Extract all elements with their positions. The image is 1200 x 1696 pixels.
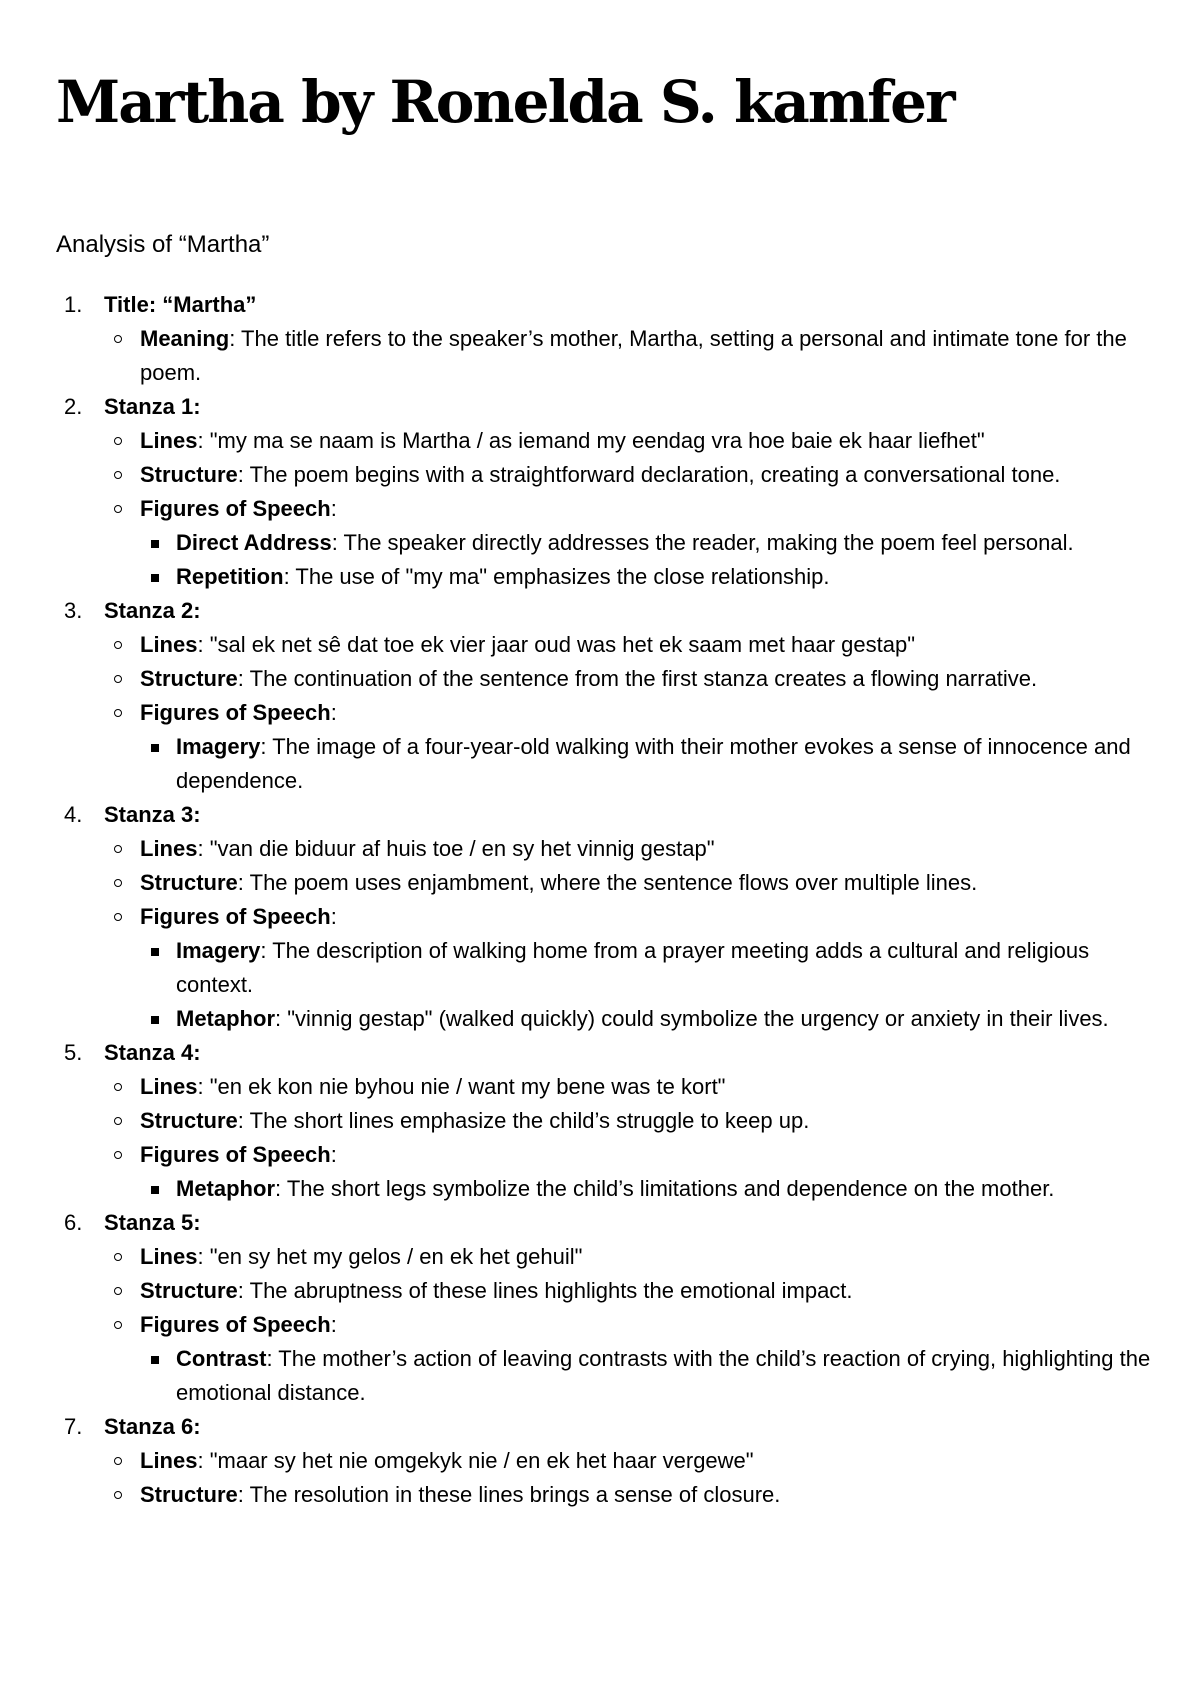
outline-item [104,866,1156,900]
item-label: Lines [140,428,198,453]
section-items [104,1444,1156,1512]
circle-bullet-icon [114,335,122,343]
item-label: Structure [140,462,238,487]
outline-section [56,288,1156,390]
item-text: : [330,1312,337,1337]
item-subitems [140,526,1156,594]
circle-bullet-icon [114,1491,122,1499]
subitem-text: : The description of walking home from a prayer meeting adds a cultural and religious context. [176,938,1090,997]
item-label: Structure [140,1278,238,1303]
item-label: Figures of Speech [140,904,331,929]
item-label: Structure [140,870,238,895]
outline-subitem [140,1002,1156,1036]
item-text: : The continuation of the sentence from the first stanza creates a flowing narrative. [237,666,1038,691]
document-subtitle: Analysis of “Martha” [56,231,270,258]
outline-section [56,1036,1156,1206]
item-text: : The short lines emphasize the child’s struggle to keep up. [237,1108,810,1133]
outline-item [104,458,1156,492]
subitem-label: Direct Address [176,530,332,555]
item-label: Figures of Speech [140,496,331,521]
outline-subitem [140,526,1156,560]
item-label: Figures of Speech [140,1312,331,1337]
circle-bullet-icon [114,1457,122,1465]
item-subitems [140,1342,1156,1410]
square-bullet-icon [151,744,159,752]
circle-bullet-icon [114,1151,122,1159]
outline-item [104,1308,1156,1410]
circle-bullet-icon [114,1083,122,1091]
section-items [104,424,1156,594]
section-number: 5. [64,1040,83,1065]
section-number: 1. [64,292,83,317]
item-label: Structure [140,666,238,691]
item-text: : [330,496,337,521]
outline-item [104,662,1156,696]
section-heading: Stanza 2: [104,598,201,623]
item-label: Lines [140,1244,198,1269]
subitem-text: : The speaker directly addresses the reader, making the poem feel personal. [331,530,1074,555]
item-subitems [140,730,1156,798]
square-bullet-icon [151,540,159,548]
item-label: Meaning [140,326,230,351]
outline-item [104,628,1156,662]
subitem-label: Metaphor [176,1176,275,1201]
outline-section [56,390,1156,594]
circle-bullet-icon [114,879,122,887]
subitem-text: : The use of "my ma" emphasizes the close relationship. [283,564,830,589]
subitem-label: Metaphor [176,1006,275,1031]
section-heading: Stanza 5: [104,1210,201,1235]
circle-bullet-icon [114,471,122,479]
outline-subitem [140,1342,1156,1410]
item-text: : [330,1142,337,1167]
subitem-text: : The short legs symbolize the child’s limitations and dependence on the mother. [275,1176,1055,1201]
outline-item [104,1240,1156,1274]
item-text: : The abruptness of these lines highlights the emotional impact. [237,1278,853,1303]
outline-section [56,1410,1156,1512]
item-label: Figures of Speech [140,1142,331,1167]
circle-bullet-icon [114,437,122,445]
outline-item [104,492,1156,594]
circle-bullet-icon [114,505,122,513]
section-number: 7. [64,1414,83,1439]
circle-bullet-icon [114,641,122,649]
subitem-text: : The mother’s action of leaving contrasts with the child’s reaction of crying, highlighting the emotional distance. [176,1346,1151,1405]
section-items [104,628,1156,798]
section-number: 4. [64,802,83,827]
analysis-outline [56,288,1156,1512]
section-heading: Title: “Martha” [104,292,257,317]
outline-item [104,832,1156,866]
item-text: : "van die biduur af huis toe / en sy het vinnig gestap" [197,836,715,861]
circle-bullet-icon [114,1253,122,1261]
circle-bullet-icon [114,913,122,921]
section-items [104,1240,1156,1410]
section-heading: Stanza 6: [104,1414,201,1439]
item-label: Lines [140,1448,198,1473]
item-text: : "en sy het my gelos / en ek het gehuil" [197,1244,583,1269]
circle-bullet-icon [114,709,122,717]
outline-subitem [140,730,1156,798]
item-subitems [140,934,1156,1036]
circle-bullet-icon [114,845,122,853]
subitem-label: Imagery [176,938,261,963]
subitem-label: Imagery [176,734,261,759]
circle-bullet-icon [114,1321,122,1329]
outline-item [104,696,1156,798]
section-items [104,322,1156,390]
item-label: Structure [140,1108,238,1133]
outline-item [104,1478,1156,1512]
outline-subitem [140,560,1156,594]
section-heading: Stanza 4: [104,1040,201,1065]
section-items [104,832,1156,1036]
square-bullet-icon [151,1186,159,1194]
outline-subitem [140,934,1156,1002]
item-label: Lines [140,632,198,657]
section-heading: Stanza 3: [104,802,201,827]
item-text: : The poem begins with a straightforward declaration, creating a conversational tone. [237,462,1061,487]
item-text: : "en ek kon nie byhou nie / want my bene was te kort" [197,1074,726,1099]
item-text: : [330,904,337,929]
square-bullet-icon [151,1356,159,1364]
outline-item [104,1444,1156,1478]
square-bullet-icon [151,1016,159,1024]
document-title: Martha by Ronelda S. kamfer [56,68,954,136]
item-text: : "sal ek net sê dat toe ek vier jaar oud was het ek saam met haar gestap" [197,632,916,657]
outline-item [104,1274,1156,1308]
outline-section [56,798,1156,1036]
outline-item [104,900,1156,1036]
square-bullet-icon [151,948,159,956]
subitem-text: : The image of a four-year-old walking with their mother evokes a sense of innocence and dependence. [176,734,1131,793]
item-label: Lines [140,836,198,861]
square-bullet-icon [151,574,159,582]
item-label: Structure [140,1482,238,1507]
item-text: : "maar sy het nie omgekyk nie / en ek het haar vergewe" [197,1448,754,1473]
circle-bullet-icon [114,1117,122,1125]
subitem-text: : "vinnig gestap" (walked quickly) could symbolize the urgency or anxiety in their lives. [275,1006,1109,1031]
circle-bullet-icon [114,675,122,683]
outline-section [56,594,1156,798]
item-subitems [140,1172,1156,1206]
outline-subitem [140,1172,1156,1206]
outline-item [104,1138,1156,1206]
section-items [104,1070,1156,1206]
item-text: : The poem uses enjambment, where the sentence flows over multiple lines. [237,870,978,895]
item-text: : "my ma se naam is Martha / as iemand my eendag vra hoe baie ek haar liefhet" [197,428,985,453]
item-text: : The resolution in these lines brings a sense of closure. [237,1482,781,1507]
section-number: 6. [64,1210,83,1235]
section-number: 2. [64,394,83,419]
outline-item [104,424,1156,458]
outline-item [104,1070,1156,1104]
item-text: : [330,700,337,725]
item-text: : The title refers to the speaker’s mother, Martha, setting a personal and intimate tone for the poem. [140,326,1127,385]
circle-bullet-icon [114,1287,122,1295]
subitem-label: Contrast [176,1346,267,1371]
item-label: Lines [140,1074,198,1099]
outline-item [104,322,1156,390]
item-label: Figures of Speech [140,700,331,725]
section-number: 3. [64,598,83,623]
subitem-label: Repetition [176,564,284,589]
outline-item [104,1104,1156,1138]
section-heading: Stanza 1: [104,394,201,419]
outline-section [56,1206,1156,1410]
